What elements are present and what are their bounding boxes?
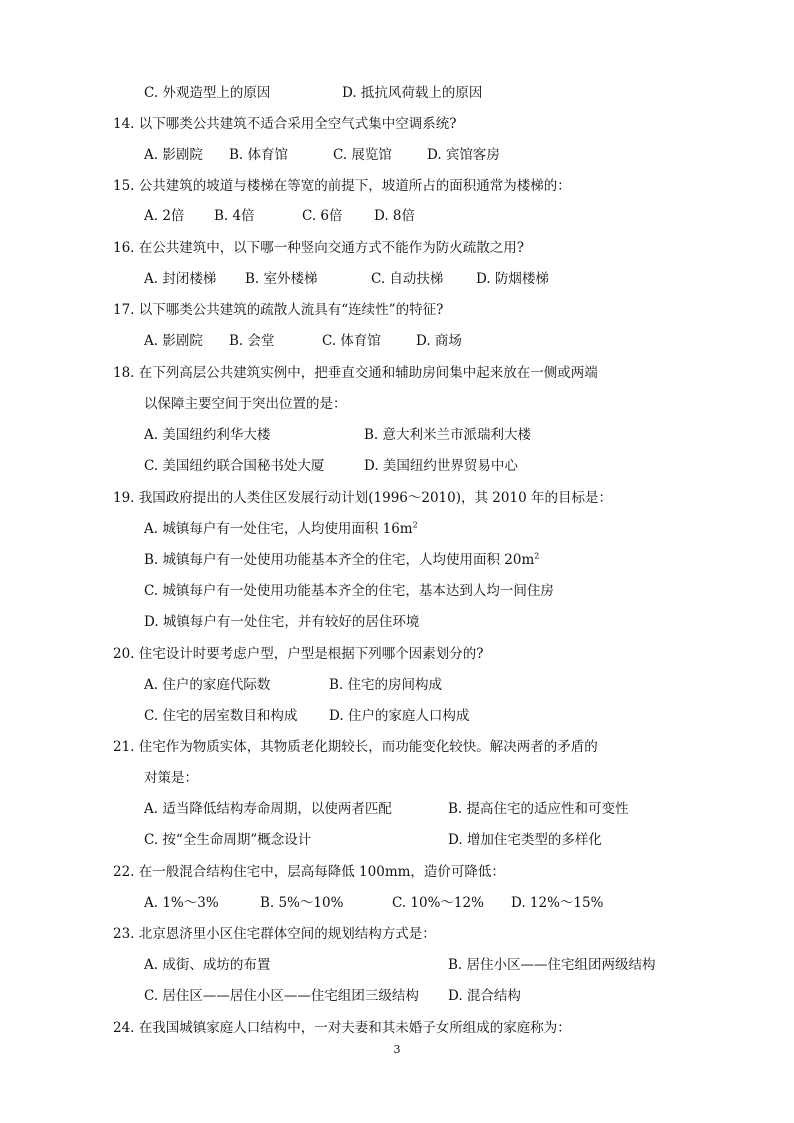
option-a: A. 住户的家庭代际数 (144, 677, 271, 693)
question-23: 23. 北京恩济里小区住宅群体空间的规划结构方式是： (113, 926, 436, 942)
superscript: 2 (534, 551, 540, 561)
option-b: B. 5%～10% (260, 895, 344, 911)
option-b: B. 4倍 (214, 208, 255, 224)
option-c: C. 居住区——居住小区——住宅组团三级结构 (144, 988, 419, 1004)
question-21-continued: 对策是： (144, 770, 198, 786)
option-b: B. 体育馆 (229, 147, 289, 163)
option-b (144, 550, 539, 570)
question-21: 21. 住宅作为物质实体，其物质老化期较长，而功能变化较快。解决两者的矛盾的 (113, 739, 598, 755)
option-b-text: B. 城镇每户有一处使用功能基本齐全的住宅，人均使用面积 20m (144, 552, 535, 568)
page-number: 3 (393, 1043, 401, 1056)
option-d: D. 抵抗风荷载上的原因 (342, 85, 483, 101)
option-c: C. 10%～12% (392, 895, 484, 911)
option-d: D. 混合结构 (448, 988, 521, 1004)
option-b: B. 提高住宅的适应性和可变性 (448, 801, 629, 817)
option-b: B. 居住小区——住宅组团两级结构 (448, 957, 656, 973)
option-d: D. 住户的家庭人口构成 (329, 708, 470, 724)
question-18-continued: 以保障主要空间于突出位置的是： (144, 396, 347, 412)
option-c: C. 按“全生命周期”概念设计 (144, 832, 312, 848)
option-a: A. 成街、成坊的布置 (144, 957, 271, 973)
question-22: 22. 在一般混合结构住宅中，层高每降低 100mm，造价可降低： (113, 864, 505, 880)
question-14: 14. 以下哪类公共建筑不适合采用全空气式集中空调系统? (113, 116, 457, 132)
option-d: D. 美国纽约世界贸易中心 (364, 458, 518, 474)
option-a: A. 封闭楼梯 (144, 271, 217, 287)
option-c: C. 体育馆 (322, 333, 381, 349)
option-a (144, 519, 418, 539)
option-d: D. 城镇每户有一处住宅，并有较好的居住环境 (144, 614, 420, 630)
option-b: B. 住宅的房间构成 (329, 677, 443, 693)
option-b: B. 会堂 (229, 333, 275, 349)
question-20: 20. 住宅设计时要考虑户型，户型是根据下列哪个因素划分的? (113, 646, 484, 662)
option-d: D. 防烟楼梯 (476, 271, 549, 287)
question-15: 15. 公共建筑的坡道与楼梯在等宽的前提下，坡道所占的面积通常为楼梯的： (113, 178, 571, 194)
option-b: B. 室外楼梯 (245, 271, 318, 287)
question-19: 19. 我国政府提出的人类住区发展行动计划(1996～2010)，其 2010 年的目标是： (113, 490, 612, 506)
option-a: A. 适当降低结构寿命周期，以使两者匹配 (144, 801, 392, 817)
option-d: D. 8倍 (374, 208, 416, 224)
option-a: A. 2倍 (144, 208, 185, 224)
option-a-text: A. 城镇每户有一处住宅，人均使用面积 16m (144, 521, 413, 537)
option-c: C. 住宅的居室数目和构成 (144, 708, 298, 724)
option-d: D. 增加住宅类型的多样化 (448, 832, 602, 848)
option-c: C. 展览馆 (333, 147, 392, 163)
question-16: 16. 在公共建筑中，以下哪一种竖向交通方式不能作为防火疏散之用? (113, 240, 524, 256)
question-17: 17. 以下哪类公共建筑的疏散人流具有“连续性”的特征? (113, 302, 444, 318)
option-d: D. 宾馆客房 (427, 147, 500, 163)
option-d: D. 12%～15% (511, 895, 604, 911)
option-c: C. 6倍 (302, 208, 343, 224)
question-24: 24. 在我国城镇家庭人口结构中，一对夫妻和其未婚子女所组成的家庭称为： (113, 1020, 571, 1036)
option-a: A. 影剧院 (144, 147, 203, 163)
question-18: 18. 在下列高层公共建筑实例中，把垂直交通和辅助房间集中起来放在一侧或两端 (113, 365, 598, 381)
option-b: B. 意大利米兰市派瑞利大楼 (364, 427, 532, 443)
option-c: C. 城镇每户有一处使用功能基本齐全的住宅，基本达到人均一间住房 (144, 583, 554, 599)
option-c: C. 外观造型上的原因 (144, 85, 271, 101)
option-c: C. 美国纽约联合国秘书处大厦 (144, 458, 325, 474)
option-a: A. 美国纽约利华大楼 (144, 427, 271, 443)
superscript: 2 (412, 520, 418, 530)
option-d: D. 商场 (416, 333, 462, 349)
option-a: A. 1%～3% (144, 895, 219, 911)
option-c: C. 自动扶梯 (371, 271, 444, 287)
option-a: A. 影剧院 (144, 333, 203, 349)
